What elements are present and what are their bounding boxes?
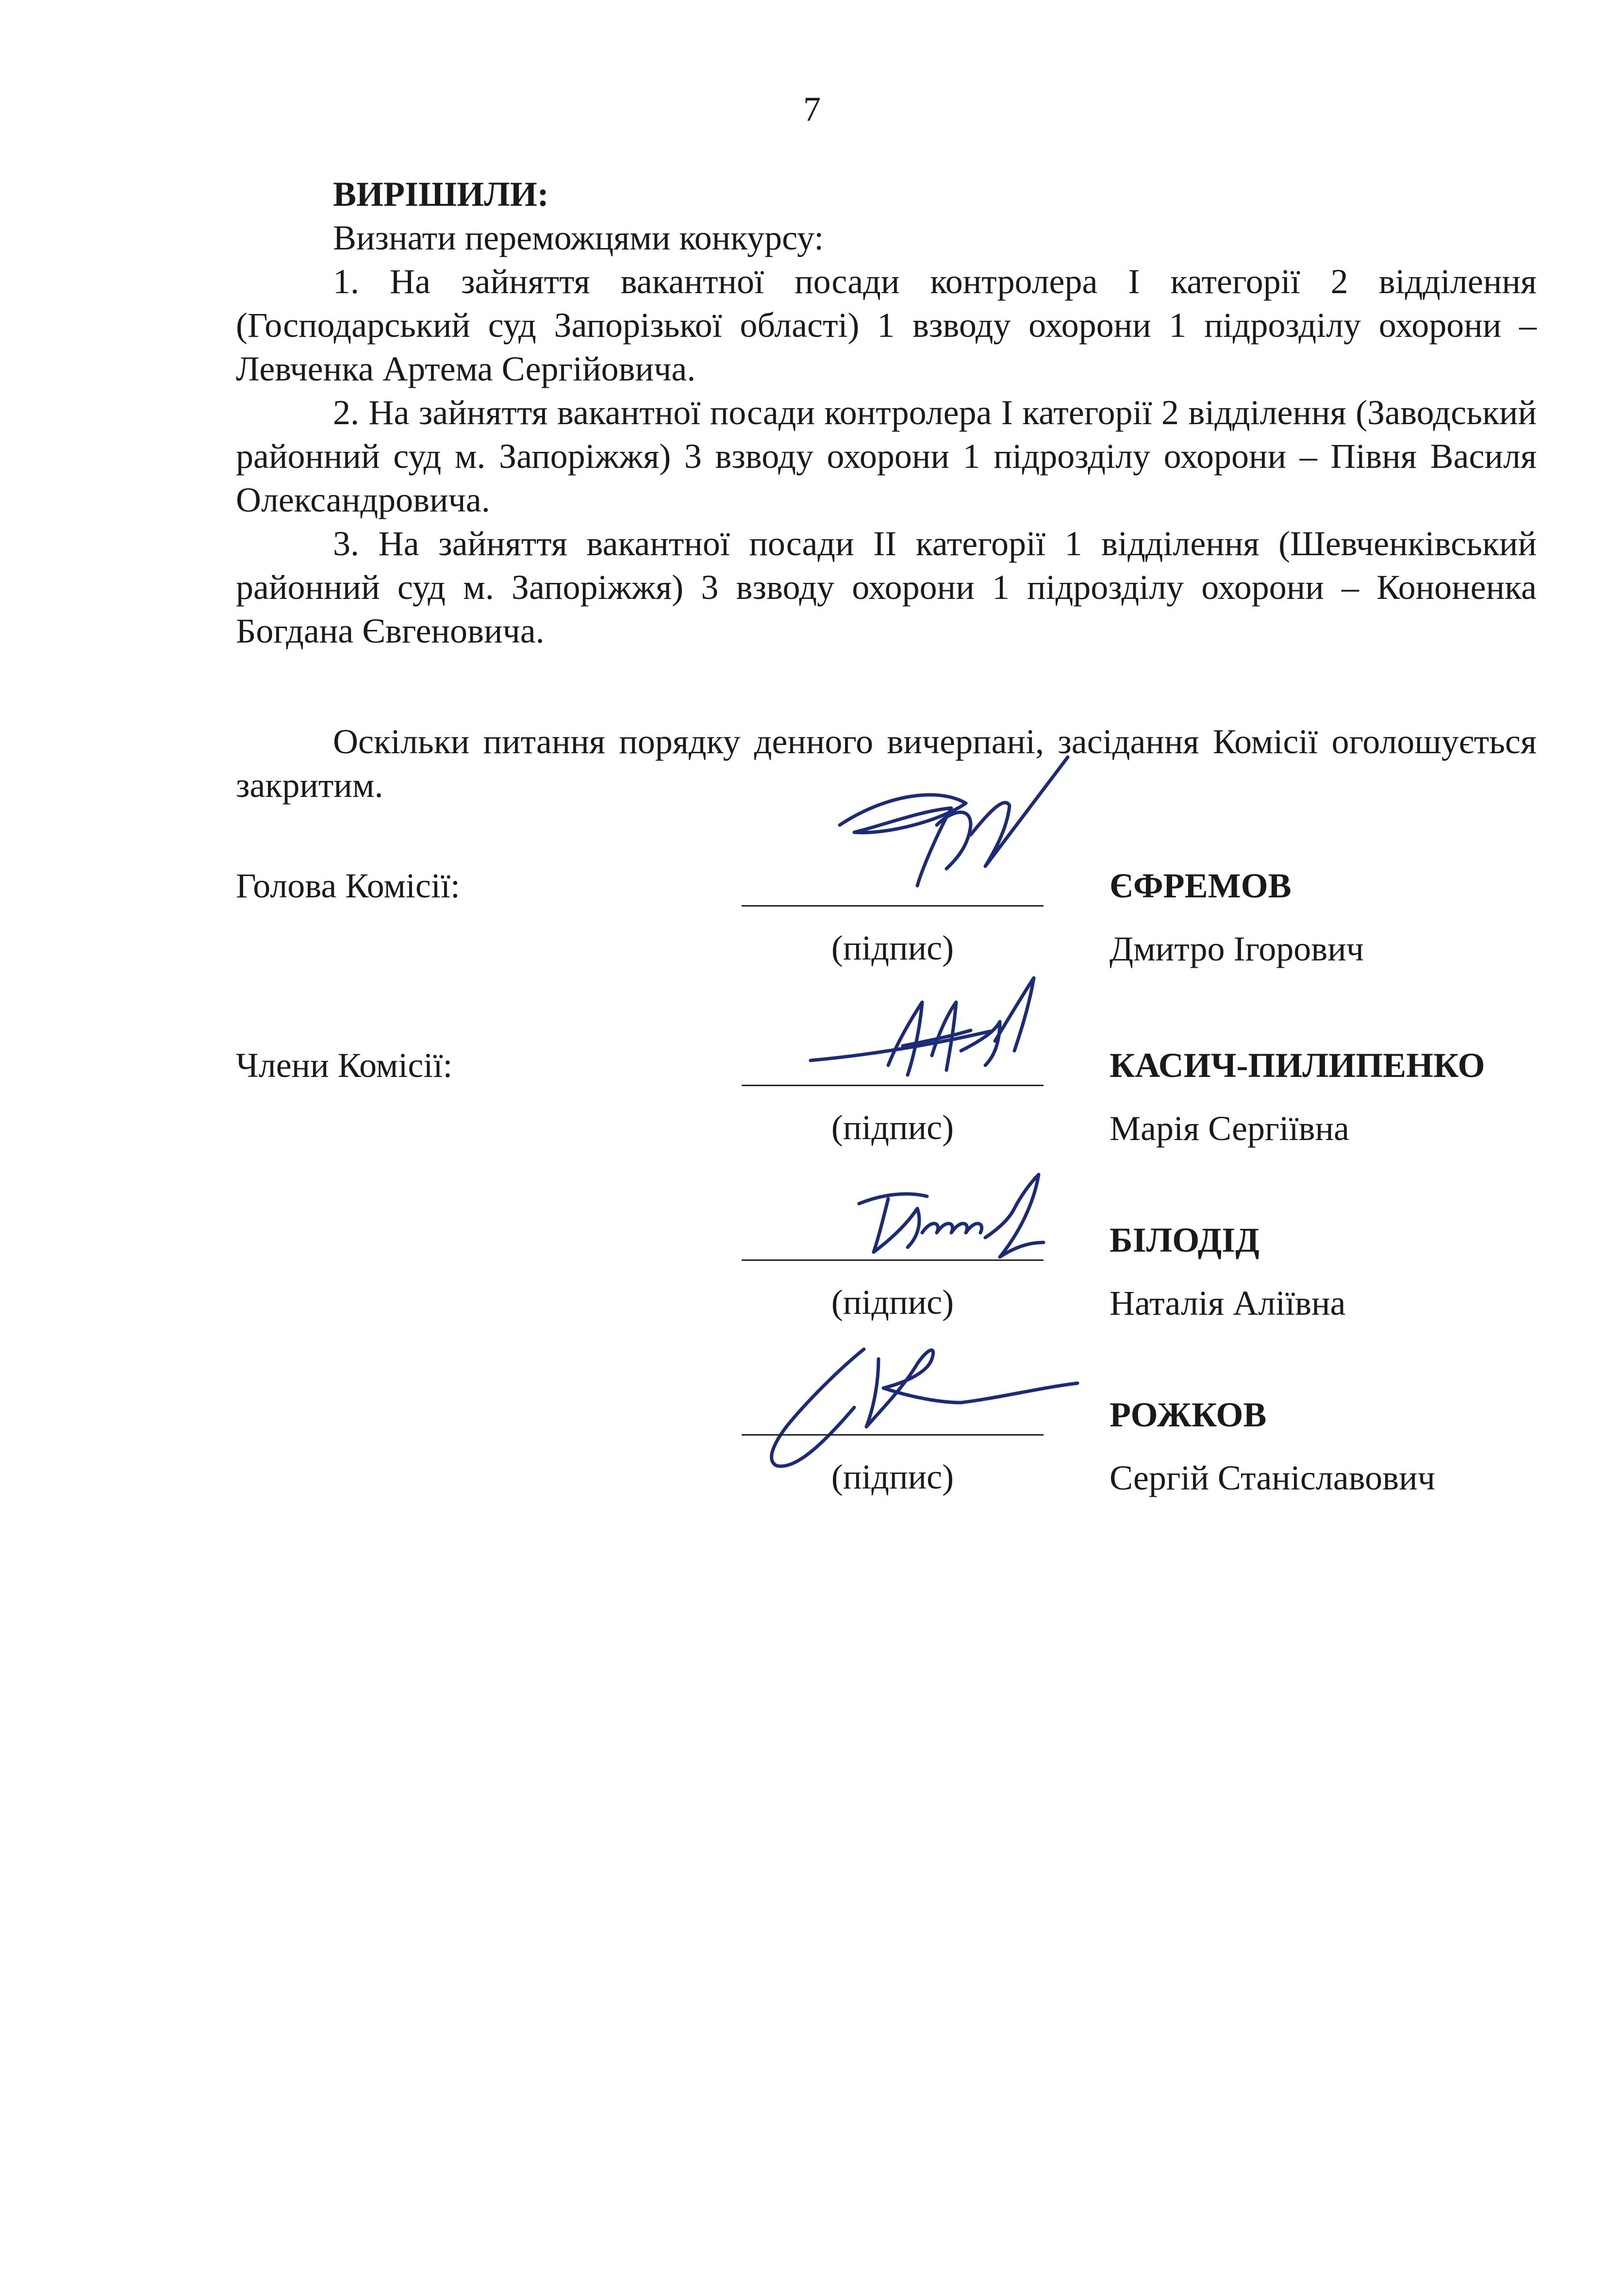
page-number: 7 (803, 90, 821, 129)
signature-line-member-3 (742, 1434, 1044, 1436)
signatory-given-names-4: Сергій Станіславович (1110, 1458, 1435, 1497)
signatory-given-names-3: Наталія Аліївна (1110, 1284, 1346, 1323)
signatory-surname-3: БІЛОДІД (1110, 1221, 1259, 1259)
signatory-given-names-2: Марія Сергіївна (1110, 1109, 1349, 1148)
signatory-surname-2: КАСИЧ-ПИЛИПЕНКО (1110, 1046, 1485, 1085)
decision-item-2: 2. На зайняття вакантної посади контролера І категорії 2 відділення (Заводський районний суд м. Запоріжжя) 3 взводу охорони 1 підрозділу охорони – Півня Василя Олександровича. (236, 393, 1537, 519)
closing-statement: Оскільки питання порядку денного вичерпані, засідання Комісії оголошується закритим. (236, 722, 1537, 805)
signature-kasych-pylypenko-icon (806, 973, 1058, 1099)
signature-efremov-icon (825, 752, 1097, 908)
signature-caption-chair: (підпис) (831, 928, 954, 967)
signature-line-chair (742, 905, 1044, 907)
signatory-given-names-1: Дмитро Ігорович (1110, 929, 1364, 968)
signature-line-member-2 (742, 1259, 1044, 1261)
document-body (236, 172, 1537, 807)
chair-label: Голова Комісії: (236, 866, 460, 905)
members-label: Члени Комісії: (236, 1046, 453, 1085)
signature-caption-member-1: (підпис) (831, 1108, 954, 1147)
decision-heading: ВИРІШИЛИ: (333, 175, 549, 214)
paragraph-gap (236, 653, 1537, 720)
signature-caption-member-3: (підпис) (831, 1457, 954, 1496)
signature-line-member-1 (742, 1085, 1044, 1086)
decision-intro: Визнати переможцями конкурсу: (333, 218, 824, 257)
decision-item-3: 3. На зайняття вакантної посади ІІ категорії 1 відділення (Шевченківський районний суд м. Запоріжжя) 3 взводу охорони 1 підрозділу охорони – Кононенка Богдана Євгеновича. (236, 524, 1537, 650)
signatory-surname-1: ЄФРЕМОВ (1110, 866, 1292, 905)
decision-item-1: 1. На зайняття вакантної посади контролера І категорії 2 відділення (Господарський суд Запорізької області) 1 взводу охорони 1 підрозділу охорони – Левченка Артема Сергійовича. (236, 262, 1537, 388)
signatory-surname-4: РОЖКОВ (1110, 1395, 1267, 1434)
signature-caption-member-2: (підпис) (831, 1283, 954, 1322)
